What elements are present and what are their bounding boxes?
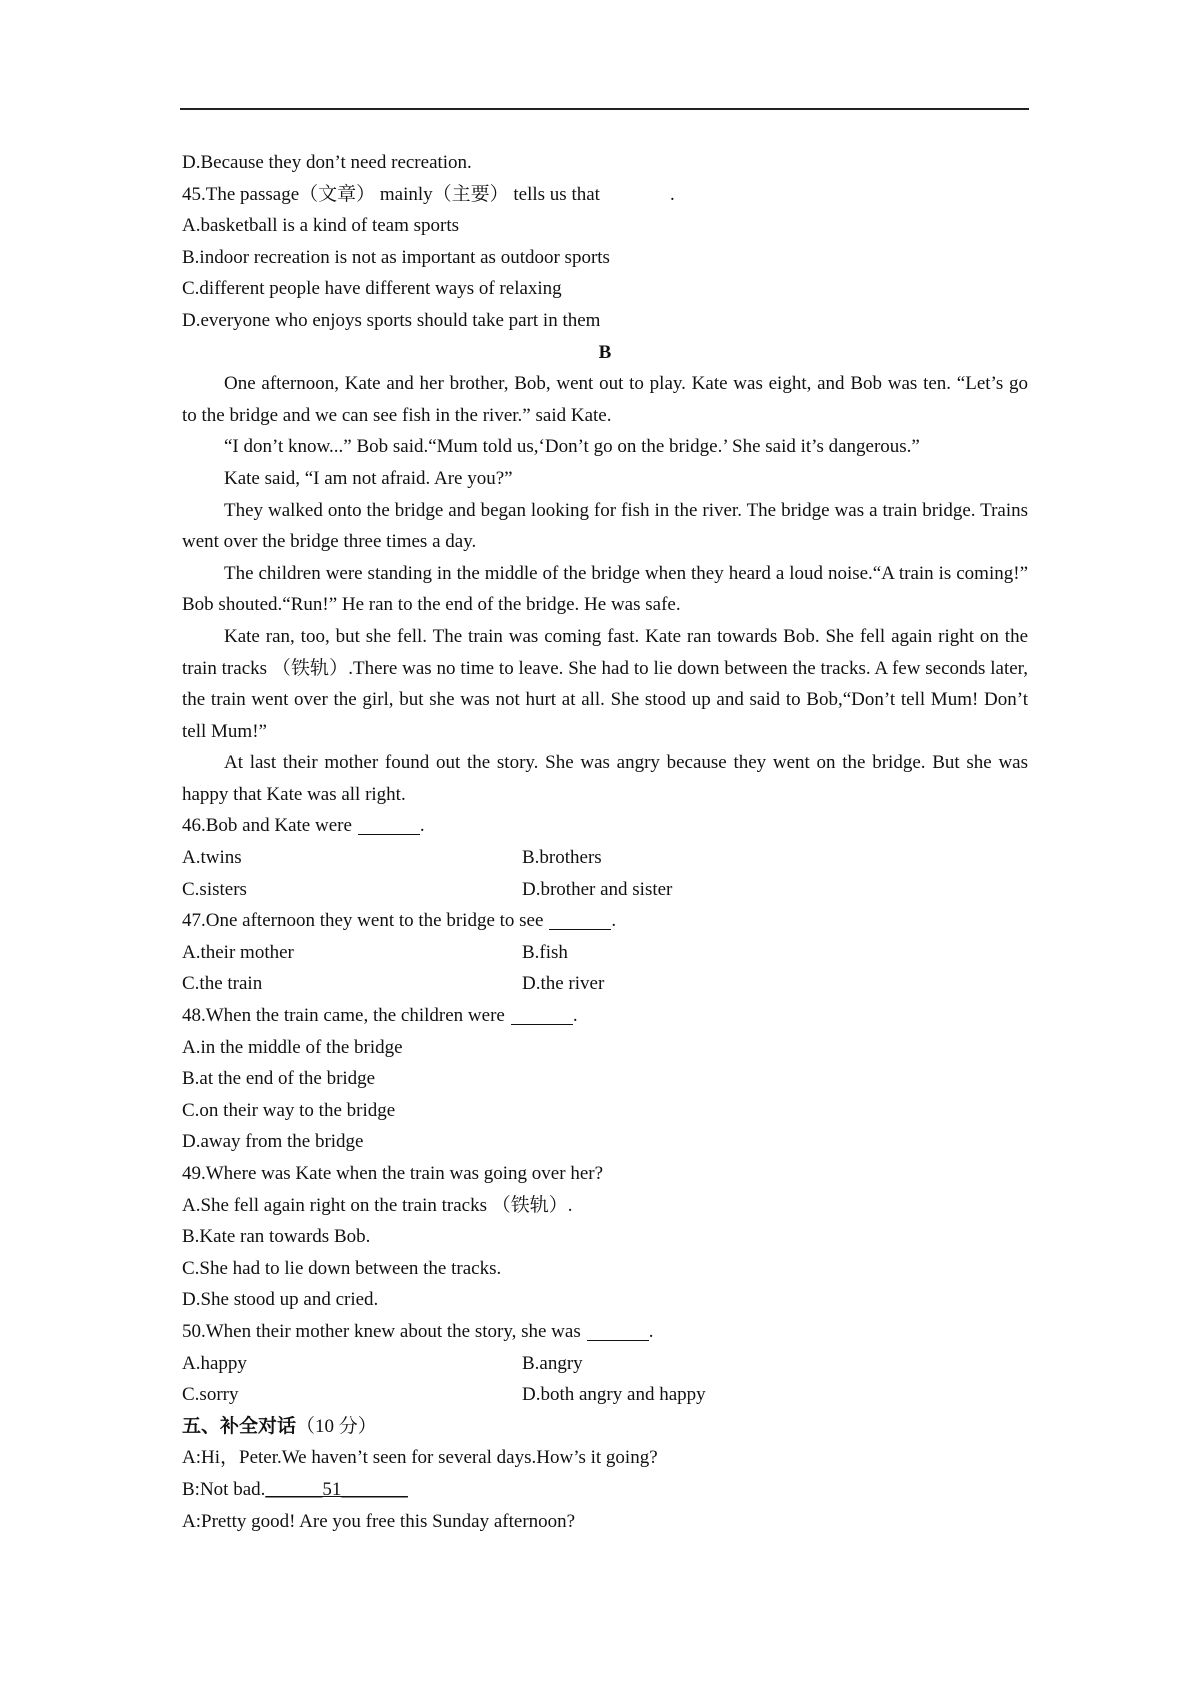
dialogue-line-1: A:Hi，Peter.We haven’t seen for several days.How’s it going? <box>182 1447 658 1469</box>
section-5-heading <box>182 1411 1028 1443</box>
q45-stem-text: 45.The passage（文章） mainly（主要） tells us that <box>182 183 600 205</box>
content <box>182 147 1028 1537</box>
q45-option-b: B.indoor recreation is not as important as outdoor sports <box>182 246 610 268</box>
q50-stem-end: . <box>648 1320 654 1342</box>
q48-stem <box>182 1000 1028 1032</box>
section-5-title: 五、补全对话 <box>182 1415 297 1437</box>
q46-option-d: D.brother and sister <box>522 878 673 900</box>
q50-options-row-1 <box>182 1348 1028 1380</box>
q48-answer-blank <box>511 1004 573 1025</box>
blank-51: ______51_______ <box>265 1478 408 1500</box>
passage-b-paragraph-7: At last their mother found out the story. She was angry because they went on the bridge. But she was happy that Kate was all right. <box>182 752 1028 805</box>
q49-option-c: C.She had to lie down between the tracks. <box>182 1257 502 1279</box>
dialogue-line-2-text: B:Not bad. <box>182 1478 266 1500</box>
q47-option-d: D.the river <box>522 973 605 995</box>
q46-answer-blank <box>358 814 420 835</box>
dialogue-line-3: A:Pretty good! Are you free this Sunday afternoon? <box>182 1510 576 1532</box>
q47-stem <box>182 905 1028 937</box>
q50-option-c: C.sorry <box>182 1384 239 1406</box>
q45-option-d: D.everyone who enjoys sports should take part in them <box>182 309 601 331</box>
q46-stem <box>182 810 1028 842</box>
q50-stem-text: 50.When their mother knew about the story, she was <box>182 1320 581 1342</box>
header-rule <box>180 108 1029 110</box>
q47-option-b: B.fish <box>522 941 568 963</box>
dialogue-line-2 <box>182 1474 1028 1506</box>
q49-option-d: D.She stood up and cried. <box>182 1289 379 1311</box>
q49-option-b: B.Kate ran towards Bob. <box>182 1226 371 1248</box>
section-5-points: （10 分） <box>296 1415 377 1437</box>
passage-b-label: B <box>598 341 612 363</box>
q46-options-row-2 <box>182 874 1028 906</box>
q47-stem-text: 47.One afternoon they went to the bridge to see <box>182 910 544 932</box>
q48-option-a: A.in the middle of the bridge <box>182 1036 403 1058</box>
q50-stem <box>182 1316 1028 1348</box>
q45-option-c: C.different people have different ways of relaxing <box>182 278 562 300</box>
passage-b-paragraph-4: They walked onto the bridge and began looking for fish in the river. The bridge was a train bridge. Trains went over the bridge three times a day. <box>182 499 1028 553</box>
q45-option-a: A.basketball is a kind of team sports <box>182 215 460 237</box>
passage-b-paragraph-1: One afternoon, Kate and her brother, Bob, went out to play. Kate was eight, and Bob was ten. “Let’s go to the bridge and we can see fish in the river.” said Kate. <box>182 373 1028 426</box>
q50-option-b: B.angry <box>522 1352 583 1374</box>
q46-option-c: C.sisters <box>182 878 247 900</box>
q44-option-d: D.Because they don’t need recreation. <box>182 152 472 173</box>
q45-stem <box>182 179 1028 211</box>
q50-options-row-2 <box>182 1379 1028 1411</box>
passage-b-paragraph-2: “I don’t know...” Bob said.“Mum told us,‘Don’t go on the bridge.’ She said it’s dangerous.” <box>224 436 920 458</box>
q46-stem-text: 46.Bob and Kate were <box>182 815 352 837</box>
passage-b-paragraph-3: Kate said, “I am not afraid. Are you?” <box>224 467 513 489</box>
q49-stem: 49.Where was Kate when the train was going over her? <box>182 1163 604 1184</box>
q49-option-a: A.She fell again right on the train tracks （铁轨）. <box>182 1194 573 1216</box>
q48-stem-end: . <box>572 1005 578 1027</box>
q47-stem-end: . <box>611 910 617 932</box>
q46-options-row-1 <box>182 842 1028 874</box>
q46-stem-end: . <box>419 815 425 837</box>
q48-stem-text: 48.When the train came, the children were <box>182 1005 505 1027</box>
q48-option-b: B.at the end of the bridge <box>182 1068 376 1090</box>
q50-answer-blank <box>587 1320 649 1341</box>
q50-option-a: A.happy <box>182 1352 247 1374</box>
q47-options-row-2 <box>182 968 1028 1000</box>
q47-option-a: A.their mother <box>182 941 294 963</box>
q47-options-row-1 <box>182 937 1028 969</box>
q46-option-a: A.twins <box>182 847 242 869</box>
q48-option-c: C.on their way to the bridge <box>182 1099 396 1121</box>
q46-option-b: B.brothers <box>522 847 602 869</box>
q50-option-d: D.both angry and happy <box>522 1384 706 1406</box>
q47-answer-blank <box>549 909 611 930</box>
passage-b-paragraph-6: Kate ran, too, but she fell. The train was coming fast. Kate ran towards Bob. She fell again right on the train tracks （铁轨）.There was no time to leave. She had to lie down between the tracks. A few seconds later, the train went over the girl, but she was not hurt at all. She stood up and said to Bob,“Don’t tell Mum! Don’t tell Mum!” <box>182 625 1028 742</box>
q48-option-d: D.away from the bridge <box>182 1131 364 1153</box>
q47-option-c: C.the train <box>182 973 263 995</box>
passage-b-paragraph-5: The children were standing in the middle of the bridge when they heard a loud noise.“A train is coming!” Bob shouted.“Run!” He ran to the end of the bridge. He was safe. <box>182 562 1028 616</box>
q45-stem-end: . <box>669 183 675 205</box>
